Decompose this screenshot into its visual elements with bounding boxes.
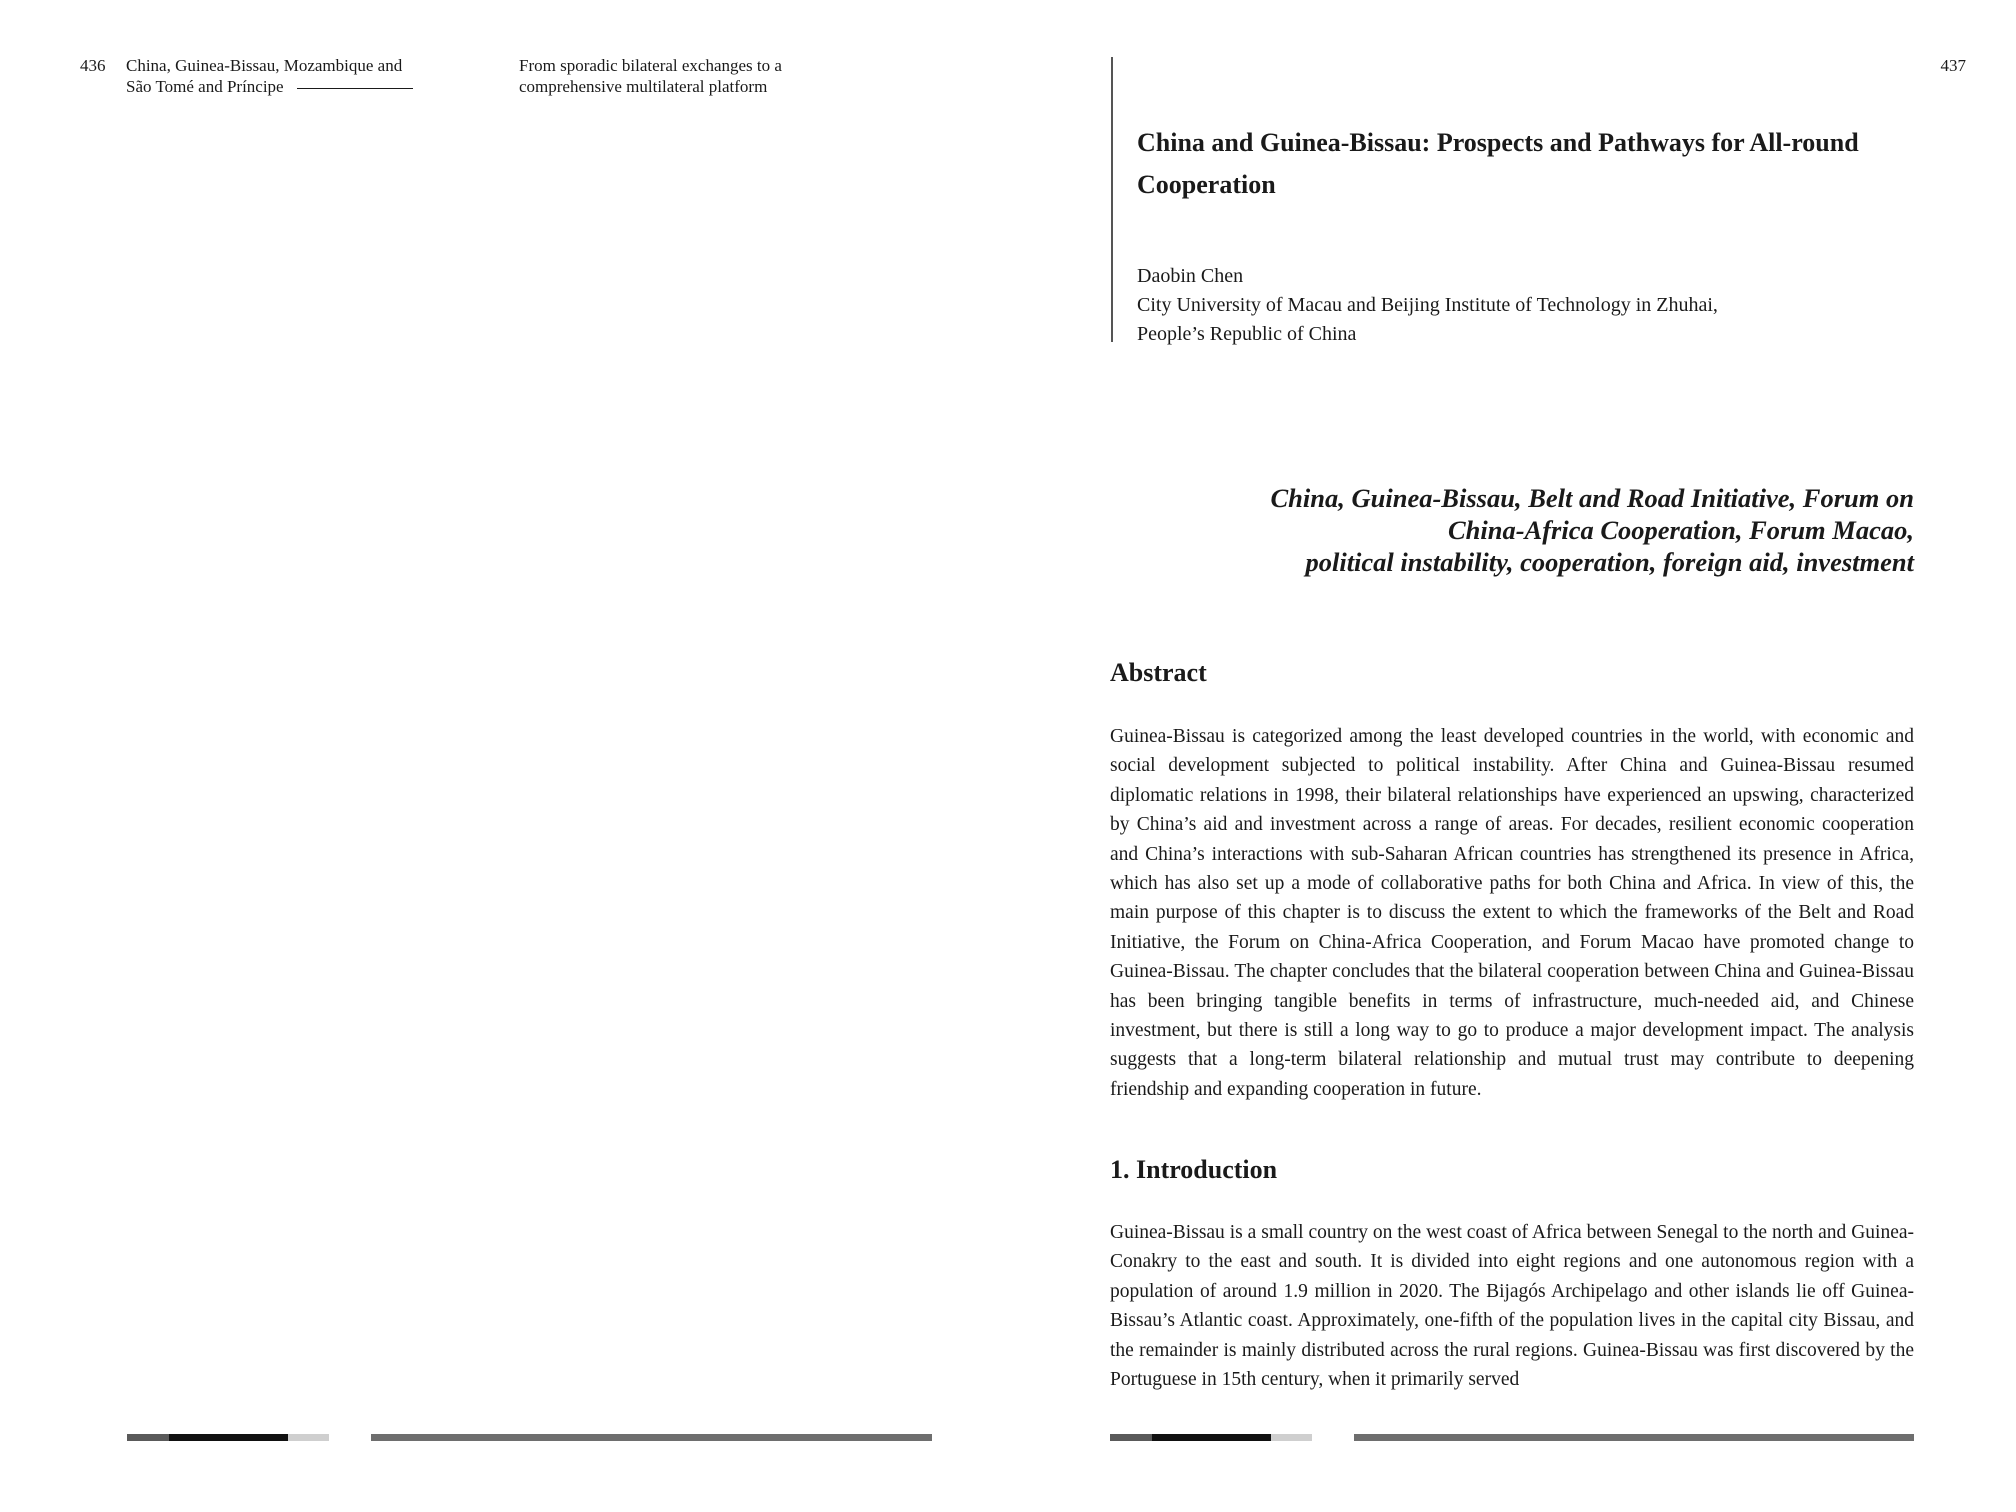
abstract-paragraph: Guinea-Bissau is categorized among the least developed countries in the world, with economic and social development subjected to political instability. After China and Guinea-Bissau resumed diplomatic relations in 1998, their bilateral relationships have experienced an upswing, characterized by China’s aid and investment across a range of areas. For decades, resilient economic cooperation and China’s interactions with sub-Saharan African countries has strengthened its presence in Africa, which has also set up a mode of collaborative paths for both China and Africa. In view of this, the main purpose of this chapter is to discuss the extent to which the frameworks of the Belt and Road Initiative, the Forum on China-Africa Cooperation, and Forum Macao have promoted change to Guinea-Bissau. The chapter concludes that the bilateral cooperation between China and Guinea-Bissau has been bringing tangible benefits in terms of infrastructure, much-needed aid, and Chinese investment, but there is still a long way to go to produce a major development impact. The analysis suggests that a long-term bilateral relationship and mutual trust may contribute to deepening friendship and expanding cooperation in future.: [1110, 726, 1914, 1100]
right-page-number: 437: [1940, 56, 1966, 75]
running-head-section-line1: From sporadic bilateral exchanges to a: [519, 56, 782, 75]
footer-bar-segment-black: [1152, 1434, 1271, 1441]
footer-bar-segment-light: [1271, 1434, 1312, 1441]
keywords-line3: political instability, cooperation, foreign aid, investment: [1305, 547, 1914, 577]
footer-bar-long: [1354, 1434, 1914, 1441]
footer-bar-long: [371, 1434, 932, 1441]
footer-bar-segment-gray: [1110, 1434, 1152, 1441]
author-block: [1137, 262, 1897, 349]
footer-bar-segment-black: [169, 1434, 288, 1441]
left-page-number: 436: [80, 56, 106, 75]
introduction-heading: 1. Introduction: [1110, 1155, 1278, 1184]
keywords-line1: China, Guinea-Bissau, Belt and Road Initiative, Forum on: [1270, 483, 1914, 513]
running-head-book-line2: São Tomé and Príncipe: [126, 77, 284, 96]
author-affiliation-line2: People’s Republic of China: [1137, 323, 1357, 345]
running-head-section-title: [519, 55, 859, 97]
title-vertical-rule: [1111, 57, 1113, 342]
author-name: Daobin Chen: [1137, 265, 1244, 287]
running-head-section-line2: comprehensive multilateral platform: [519, 77, 768, 96]
keywords: [1108, 482, 1914, 578]
running-head-book-title: [126, 55, 466, 97]
running-head-rule: [297, 88, 413, 89]
right-page: [1008, 0, 2016, 1512]
introduction-paragraph: Guinea-Bissau is a small country on the west coast of Africa between Senegal to the north and Guinea-Conakry to the east and south. It is divided into eight regions and one autonomous region with a population of around 1.9 million in 2020. The Bijagós Archipelago and other islands lie off Guinea-Bissau’s Atlantic coast. Approximately, one-fifth of the population lives in the capital city Bissau, and the remainder is mainly distributed across the rural regions. Guinea-Bissau was first discovered by the Portuguese in 15th century, when it primarily served: [1110, 1222, 1914, 1391]
chapter-title: China and Guinea-Bissau: Prospects and Pathways for All-round Cooperation: [1137, 128, 1859, 199]
keywords-line2: China-Africa Cooperation, Forum Macao,: [1447, 515, 1914, 545]
author-affiliation-line1: City University of Macau and Beijing Institute of Technology in Zhuhai,: [1137, 294, 1718, 316]
footer-bar-segment-gray: [127, 1434, 169, 1441]
running-head-book-line2-wrap: [126, 76, 466, 97]
abstract-heading: Abstract: [1110, 658, 1207, 687]
running-head-book-line1: China, Guinea-Bissau, Mozambique and: [126, 56, 403, 75]
footer-bar-segment-light: [288, 1434, 329, 1441]
